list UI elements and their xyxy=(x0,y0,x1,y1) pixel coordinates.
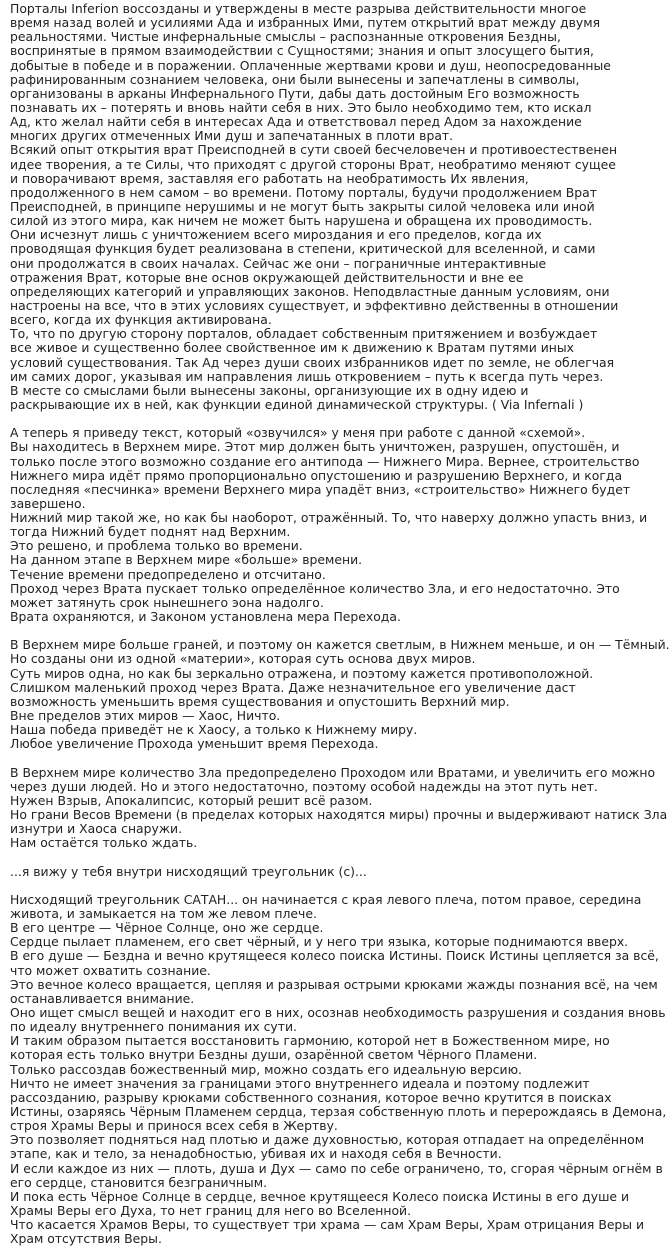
text-line: Нижний мир такой же, но как бы наоборот, отражённый. То, что наверху должно упасть вниз, и xyxy=(10,511,648,526)
text-line: И пока есть Чёрное Солнце в сердце, вечное крутящееся Колесо поиска Истины в его душе и xyxy=(10,1189,630,1204)
text-line: А теперь я приведу текст, который «озвучился» у меня при работе с данной «схемой». xyxy=(10,426,586,441)
text-line: Они исчезнут лишь с уничтожением всего мироздания и его пределов, когда их xyxy=(10,228,542,243)
text-line: рафинированным сознанием человека, они были вынесены и запечатлены в символы, xyxy=(10,72,580,87)
paragraph-gap xyxy=(10,412,670,426)
text-section-5 xyxy=(10,865,670,879)
text-line: И таким образом пытается восстановить гармонию, которой нет в Божественном мире, но xyxy=(10,1034,610,1049)
text-line: В его центре — Чёрное Солнце, оно же сердце. xyxy=(10,921,324,936)
text-line: все живое и существенно более свойственное им к движению к Вратам путями иных xyxy=(10,341,575,356)
text-line: что может охватить сознание. xyxy=(10,963,211,978)
text-line: живота, и замыкается на том же левом плече. xyxy=(10,907,317,921)
text-line: Это вечное колесо вращается, цепляя и разрывая острыми крюками жажды познания всё, на чем xyxy=(10,977,658,992)
text-line: раскрывающие их в ней, как функции единой динамической структуры. ( Via Infernali ) xyxy=(10,397,584,412)
text-line: Порталы Inferion воссозданы и утверждены в месте разрыва действительности многое xyxy=(10,2,587,16)
paragraph-gap xyxy=(10,850,670,864)
text-section-2 xyxy=(10,426,670,624)
text-line: им самих дорог, указывая им направления лишь откровением – путь к всегда путь через. xyxy=(10,369,604,384)
text-line: идее творения, а те Силы, что приходят с другой стороны Врат, необратимо меняют сущее xyxy=(10,157,616,172)
text-line: условий существования. Так Ад через души своих избранников идет по земле, не облегчая xyxy=(10,355,615,370)
text-line: И если каждое из них — плоть, душа и Дух — само по себе ограничено, то, сгорая чёрным огнём в xyxy=(10,1161,663,1176)
text-section-6 xyxy=(10,893,670,1247)
text-line: всего, когда их функция активирована. xyxy=(10,313,272,328)
text-line: Вне пределов этих миров — Хаос, Ничто. xyxy=(10,709,281,724)
text-line: воспринятые в прямом взаимодействии с Сущностями; знания и опыт злосущего бытия, xyxy=(10,44,594,59)
text-line: Сердце пылает пламенем, его свет чёрный, и у него три языка, которые поднимаются вверх. xyxy=(10,935,629,950)
text-line: через души людей. Но и этого недостаточно, поэтому особой надежды на этот путь нет. xyxy=(10,779,598,794)
text-line: Наша победа приведёт не к Хаосу, а только к Нижнему миру. xyxy=(10,723,418,738)
text-line: Слишком маленький проход через Врата. Даже незначительное его увеличение даст xyxy=(10,680,576,695)
text-line: строя Храмы Веры и принося всех себя в Жертву. xyxy=(10,1119,338,1134)
text-line: его сердце, становится безграничным. xyxy=(10,1175,268,1190)
text-line: В месте со смыслами были вынесены законы, организующие их в одну идею и xyxy=(10,383,529,398)
text-line: Что касается Храмов Веры, то существует три храма — сам Храм Веры, Храм отрицания Веры и xyxy=(10,1218,645,1233)
text-line: они продолжатся в своих началах. Сейчас же они – пограничные интерактивные xyxy=(10,256,547,271)
text-line: Нисходящий треугольник САТАН... он начинается с края левого плеча, потом правое, середина xyxy=(10,892,642,907)
text-line: ...я вижу у тебя внутри нисходящий треугольник (с)... xyxy=(10,864,367,879)
text-line: В Верхнем мире количество Зла предопределено Проходом или Вратами, и увеличить его можно xyxy=(10,765,656,780)
text-line: В его душе — Бездна и вечно крутящееся колесо поиска Истины. Поиск Истины цепляется за всё, xyxy=(10,949,659,964)
text-line: Но созданы они из одной «материи», которая суть основа двух миров. xyxy=(10,652,476,667)
text-line: продолженного в нем самом – во времени. Потому порталы, будучи продолжением Врат xyxy=(10,185,597,200)
text-line: многих других отмеченных Ими душ и запечатанных в плоти врат. xyxy=(10,129,454,144)
text-line: Ничто не имеет значения за границами этого внутреннего идеала и поэтому подлежит xyxy=(10,1076,590,1091)
text-line: последняя «песчинка» времени Верхнего мира упадёт вниз, «строительство» Нижнего будет xyxy=(10,482,631,497)
text-line: завершено. xyxy=(10,496,86,511)
text-line: время назад волей и усилиями Ада и избранных Ими, путем открытий врат между двумя xyxy=(10,16,601,31)
text-line: изнутри и Хаоса снаружи. xyxy=(10,822,183,837)
text-line: и поворачивают время, заставляя его работать на необратимость Их явления, xyxy=(10,171,529,186)
text-line: Преисподней, в принципе нерушимы и не могут быть закрыты силой человека или иной xyxy=(10,199,595,214)
text-section-4 xyxy=(10,766,670,851)
paragraph-gap xyxy=(10,751,670,765)
text-line: Нужен Взрыв, Апокалипсис, который решит всё разом. xyxy=(10,793,373,808)
text-line: Только рассоздав божественный мир, можно создать его идеальную версию. xyxy=(10,1062,522,1077)
text-section-3 xyxy=(10,638,670,751)
text-line: Это решено, и проблема только во времени. xyxy=(10,539,303,554)
text-line: реальностями. Чистые инфернальные смыслы – распознанные откровения Бездны, xyxy=(10,30,561,45)
paragraph-gap xyxy=(10,624,670,638)
text-line: Оно ищет смысл вещей и находит его в них, осознав необходимость разрушения и создания вновь xyxy=(10,1005,666,1020)
text-line: Нижнего мира идёт прямо пропорционально опустошению и разрушению Верхнего, и когда xyxy=(10,468,623,483)
text-line: Нам остаётся только ждать. xyxy=(10,836,198,851)
text-line: тогда Нижний будет поднят над Верхним. xyxy=(10,525,291,540)
text-line: определяющих категорий и управляющих законов. Неподвластные данным условиям, они xyxy=(10,284,610,299)
text-line: познавать их – потерять и вновь найти себя в них. Это было необходимо тем, кто искал xyxy=(10,100,592,115)
text-line: отражения Врат, которые вне основ окружающей действительности и вне ее xyxy=(10,270,524,285)
text-line: добытые в победе и в поражении. Оплаченные жертвами крови и душ, неопосредованные xyxy=(10,58,611,73)
text-line: Любое увеличение Прохода уменьшит время Перехода. xyxy=(10,737,379,752)
text-line: по идеалу внутреннего понимания их сути. xyxy=(10,1020,297,1035)
text-line: организованы в арканы Инфернального Пути, дабы дать достойным Его возможность xyxy=(10,86,580,101)
text-line: которая есть только внутри Бездны души, озарённой светом Чёрного Пламени. xyxy=(10,1048,538,1063)
text-line: рассозданию, разрыву крюками собственного сознания, которое вечно крутится в поисках xyxy=(10,1090,612,1105)
text-line: На данном этапе в Верхнем мире «больше» времени. xyxy=(10,553,363,568)
text-line: Проход через Врата пускает только определённое количество Зла, и его недостаточно. Это xyxy=(10,581,620,596)
text-line: проводящая функция будет реализована в степени, критической для вселенной, и сами xyxy=(10,242,596,257)
text-line: В Верхнем мире больше граней, и поэтому он кажется светлым, в Нижнем меньше, и он — Тёмный. xyxy=(10,638,670,653)
text-line: Истины, озаряясь Чёрным Пламенем сердца, терзая собственную плоть и перерождаясь в Демона, xyxy=(10,1104,667,1119)
text-line: Суть миров одна, но как бы зеркально отражена, и поэтому кажется противоположной. xyxy=(10,666,594,681)
text-line: Вы находитесь в Верхнем мире. Этот мир должен быть уничтожен, разрушен, опустошён, и xyxy=(10,440,620,455)
text-line: То, что по другую сторону порталов, обладает собственным притяжением и возбуждает xyxy=(10,327,598,342)
text-section-1 xyxy=(10,2,670,412)
text-line: Ад, кто желал найти себя в интересах Ада и ответствовал перед Адом за нахождение xyxy=(10,115,582,130)
text-line: может затянуть срок нынешнего эона надолго. xyxy=(10,595,324,610)
text-line: Храмы Веры его Духа, то нет границ для него во Вселенной. xyxy=(10,1203,412,1218)
text-line: Врата охраняются, и Законом установлена мера Перехода. xyxy=(10,610,401,625)
text-line: останавливается внимание. xyxy=(10,991,195,1006)
text-line: силой из этого мира, как ничем не может быть нарушена и обращена их проводимость. xyxy=(10,214,593,229)
text-line: Всякий опыт открытия врат Преисподней в сути своей бесчеловечен и противоестественен xyxy=(10,143,618,158)
text-line: настроены на все, что в этих условиях существует, и эффективно действенны в отношении xyxy=(10,298,619,313)
text-line: Это позволяет подняться над плотью и даже духовностью, которая отпадает на определённом xyxy=(10,1133,645,1148)
text-line: Но грани Весов Времени (в пределах которых находятся миры) прочны и выдерживают натиск Зла xyxy=(10,808,668,823)
text-line: только после этого возможно создание его антипода — Нижнего Мира. Вернее, строительство xyxy=(10,454,640,469)
text-line: Течение времени предопределено и отсчитано. xyxy=(10,567,326,582)
text-line: этапе, как и тело, за ненадобностью, убивая их и находя себя в Вечности. xyxy=(10,1147,502,1162)
text-line: Храм отсутствия Веры. xyxy=(10,1232,162,1247)
text-line: возможность уменьшить время существования и опустошить Верхний мир. xyxy=(10,694,510,709)
paragraph-gap xyxy=(10,879,670,893)
